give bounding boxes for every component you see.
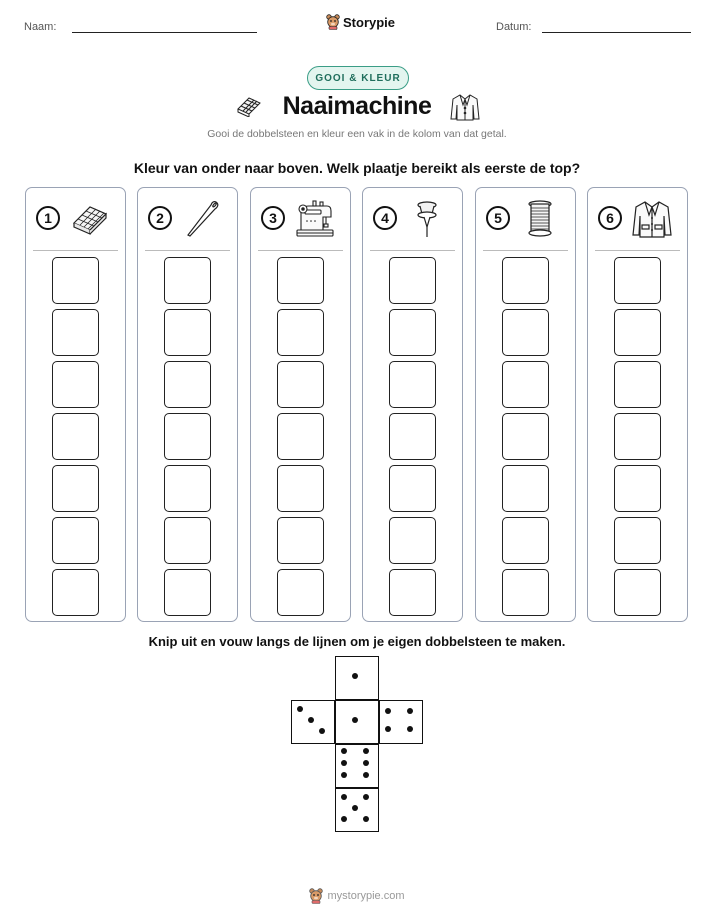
die-face (379, 700, 423, 744)
color-box[interactable] (502, 361, 549, 408)
die-pip (352, 673, 358, 679)
fabric-icon (70, 199, 110, 239)
die-pip (363, 794, 369, 800)
die-pip (341, 816, 347, 822)
die-pip (341, 794, 347, 800)
color-box[interactable] (164, 413, 211, 460)
sewing-machine-icon (295, 199, 335, 239)
color-box[interactable] (389, 517, 436, 564)
color-box[interactable] (502, 569, 549, 616)
color-box[interactable] (164, 465, 211, 512)
color-box[interactable] (389, 309, 436, 356)
color-box[interactable] (164, 309, 211, 356)
column-4 (362, 187, 463, 622)
die-face (335, 700, 379, 744)
color-box[interactable] (502, 413, 549, 460)
column-number: 3 (261, 206, 285, 230)
column-header (251, 188, 350, 250)
die-instruction: Knip uit en vouw langs de lijnen om je eigen dobbelsteen te maken. (148, 634, 566, 649)
color-box[interactable] (52, 465, 99, 512)
color-box[interactable] (614, 413, 661, 460)
color-box[interactable] (502, 309, 549, 356)
die-pip (319, 728, 325, 734)
die-pip (407, 708, 413, 714)
jacket-icon (450, 93, 480, 121)
color-box[interactable] (389, 569, 436, 616)
bear-icon (326, 14, 340, 30)
name-label: Naam: (24, 21, 57, 33)
color-box[interactable] (614, 309, 661, 356)
date-line[interactable] (542, 32, 691, 33)
column-2 (137, 187, 238, 622)
die-pip (385, 726, 391, 732)
column-1 (25, 187, 126, 622)
color-box[interactable] (277, 465, 324, 512)
column-header (26, 188, 125, 250)
column-divider (258, 250, 343, 251)
color-box[interactable] (389, 361, 436, 408)
column-divider (33, 250, 118, 251)
column-number: 6 (598, 206, 622, 230)
die-pip (407, 726, 413, 732)
die-pip (341, 772, 347, 778)
die-pip (363, 748, 369, 754)
column-6 (587, 187, 688, 622)
die-face (335, 656, 379, 700)
column-header (363, 188, 462, 250)
color-box[interactable] (277, 309, 324, 356)
color-box[interactable] (614, 257, 661, 304)
thread-spool-icon (520, 199, 560, 239)
color-box[interactable] (52, 361, 99, 408)
column-divider (483, 250, 568, 251)
color-box[interactable] (277, 517, 324, 564)
die-pip (363, 816, 369, 822)
die-pip (308, 717, 314, 723)
die-face (335, 744, 379, 788)
date-label: Datum: (496, 21, 532, 33)
color-box[interactable] (277, 257, 324, 304)
color-box[interactable] (614, 465, 661, 512)
column-header (138, 188, 237, 250)
column-number: 1 (36, 206, 60, 230)
column-3 (250, 187, 351, 622)
color-box[interactable] (502, 257, 549, 304)
color-box[interactable] (52, 569, 99, 616)
color-box[interactable] (277, 413, 324, 460)
die-face (291, 700, 335, 744)
color-box[interactable] (389, 413, 436, 460)
color-box[interactable] (52, 309, 99, 356)
column-divider (370, 250, 455, 251)
die-pip (363, 760, 369, 766)
die-pip (363, 772, 369, 778)
color-box[interactable] (277, 361, 324, 408)
color-box[interactable] (52, 517, 99, 564)
die-pip (341, 748, 347, 754)
color-box[interactable] (164, 361, 211, 408)
die-pip (341, 760, 347, 766)
color-box[interactable] (164, 257, 211, 304)
color-box[interactable] (614, 569, 661, 616)
page-subtitle: Gooi de dobbelsteen en kleur een vak in de kolom van dat getal. (207, 128, 507, 140)
needle-icon (182, 199, 222, 239)
column-header (476, 188, 575, 250)
brand-name: Storypie (343, 14, 396, 30)
color-box[interactable] (52, 257, 99, 304)
game-instruction: Kleur van onder naar boven. Welk plaatje bereikt als eerste de top? (133, 160, 581, 176)
die-pip (352, 805, 358, 811)
color-box[interactable] (502, 517, 549, 564)
die-pip (385, 708, 391, 714)
color-box[interactable] (52, 413, 99, 460)
footer-url: mystorypie.com (327, 890, 405, 902)
column-number: 2 (148, 206, 172, 230)
die-face (335, 788, 379, 832)
color-box[interactable] (614, 517, 661, 564)
color-box[interactable] (389, 465, 436, 512)
column-number: 5 (486, 206, 510, 230)
die-pip (297, 706, 303, 712)
jacket-icon (632, 199, 672, 239)
color-box[interactable] (502, 465, 549, 512)
footer (0, 888, 714, 904)
brand-logo (326, 14, 395, 30)
pin-icon (407, 199, 447, 239)
column-header (588, 188, 687, 250)
color-box[interactable] (164, 517, 211, 564)
page-title: Naaimachine (282, 92, 432, 120)
die-pip (352, 717, 358, 723)
column-5 (475, 187, 576, 622)
color-box[interactable] (277, 569, 324, 616)
name-line[interactable] (72, 32, 257, 33)
column-number: 4 (373, 206, 397, 230)
color-box[interactable] (389, 257, 436, 304)
color-box[interactable] (164, 569, 211, 616)
color-box[interactable] (614, 361, 661, 408)
bear-icon (309, 888, 323, 904)
column-divider (145, 250, 230, 251)
category-badge: GOOI & KLEUR (307, 66, 409, 90)
column-divider (595, 250, 680, 251)
